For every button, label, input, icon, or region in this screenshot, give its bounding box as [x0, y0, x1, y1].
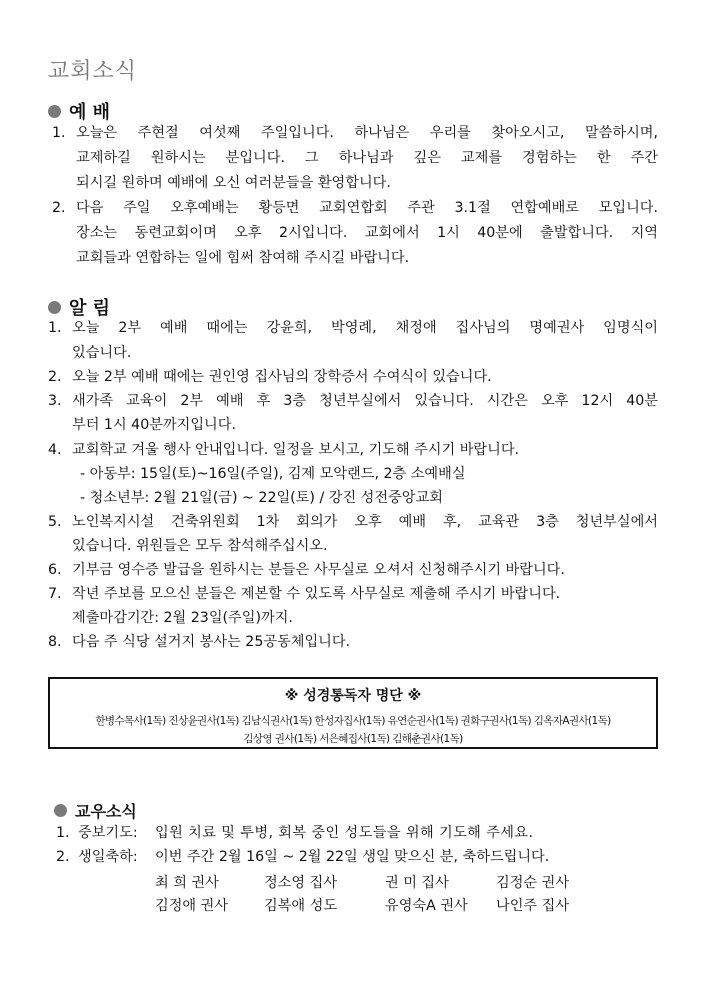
members-heading	[54, 799, 137, 822]
worship-item-1-line: 오늘은 주현절 여섯째 주일입니다. 하나님은 우리를 찾아오시고, 말씀하시며,	[76, 125, 658, 141]
notice-item-line: 다음 주 식당 설거지 봉사는 25공동체입니다.	[72, 634, 351, 650]
members-heading-label: 교우소식	[75, 802, 137, 821]
notice-item-line: 노인복지시설 건축위원회 1차 회의가 오후 예배 후, 교육관 3층 청년부실에서	[72, 514, 658, 530]
notice-item-line: 작년 주보를 모으신 분들은 제본할 수 있도록 사무실로 제출해 주시기 바랍니다.	[72, 586, 561, 602]
notices-heading-label: 알 림	[69, 298, 111, 319]
notice-item-num: 2.	[48, 369, 62, 385]
page-title: 교회소식	[48, 59, 138, 84]
notices-heading	[48, 294, 110, 320]
birthday-name: 최 희 권사	[155, 875, 219, 891]
notice-item-line: 부터 1시 40분까지입니다.	[72, 417, 236, 433]
worship-item-2-num: 2.	[52, 200, 66, 216]
worship-item-2-line: 교회들과 연합하는 일에 힘써 참여해 주시길 바랍니다.	[76, 250, 410, 266]
notice-item-line: 교회학교 겨울 행사 안내입니다. 일정을 보시고, 기도해 주시기 바랍니다.	[72, 442, 520, 458]
notice-item-num: 5.	[48, 514, 62, 530]
bullet-icon	[48, 105, 61, 118]
member-item-label: 생일축하:	[78, 849, 138, 865]
birthday-name: 김정순 권사	[496, 875, 570, 891]
worship-item-1-num: 1.	[52, 125, 66, 141]
birthday-name: 유영숙A 권사	[385, 898, 468, 914]
member-item-num: 2.	[56, 849, 70, 865]
member-item-text: 입원 치료 및 투병, 회복 중인 성도들을 위해 기도해 주세요.	[155, 825, 534, 841]
notice-item-num: 6.	[48, 562, 62, 578]
member-item-label: 중보기도:	[78, 825, 138, 841]
notice-item-num: 1.	[48, 320, 62, 336]
birthday-name: 김정애 권사	[155, 898, 229, 914]
worship-item-1-line: 교제하길 원하시는 분입니다. 그 하나님과 깊은 교제를 경험하는 한 주간	[76, 150, 658, 166]
member-item-num: 1.	[56, 825, 70, 841]
worship-item-2-line: 다음 주일 오후예배는 황등면 교회연합회 주관 3.1절 연합예배로 모입니다.	[76, 200, 658, 216]
worship-heading-label: 예 배	[69, 102, 111, 123]
notice-item-line: 있습니다. 위원들은 모두 참석해주십시오.	[72, 538, 328, 554]
worship-item-2-line: 장소는 동련교회이며 오후 2시입니다. 교회에서 1시 40분에 출발합니다. 지역	[76, 225, 658, 241]
notice-item-line: 있습니다.	[72, 345, 132, 361]
member-item-text: 이번 주간 2월 16일 ~ 2월 22일 생일 맞으신 분, 축하드립니다.	[155, 849, 550, 865]
notice-item-line: 기부금 영수증 발급을 원하시는 분들은 사무실로 오셔서 신청해주시기 바랍니다.	[72, 562, 565, 578]
notice-item-subline: - 아동부: 15일(토)~16일(주일), 김제 모악랜드, 2층 소예배실	[80, 466, 466, 482]
notice-item-subline: - 청소년부: 2월 21일(금) ~ 22일(토) / 강진 성전중앙교회	[80, 490, 443, 506]
bullet-icon	[48, 301, 61, 314]
notice-item-line: 오늘 2부 예배 때에는 권인영 집사님의 장학증서 수여식이 있습니다.	[72, 369, 492, 385]
notice-item-line: 오늘 2부 예배 때에는 강윤희, 박영례, 채정애 집사님의 명예권사 임명식이	[72, 320, 658, 336]
birthday-name: 권 미 집사	[385, 875, 449, 891]
bullet-icon	[54, 804, 67, 817]
notice-item-num: 3.	[48, 393, 62, 409]
bible-reader-box	[48, 677, 658, 749]
bible-box-names: 한병수목사(1독) 진상윤권사(1독) 김남식권사(1독) 한성자집사(1독) 유연순권사(1독) 권화구권사(1독) 김옥자A권사(1독)	[95, 715, 611, 727]
notice-item-num: 8.	[48, 634, 62, 650]
notice-item-num: 4.	[48, 442, 62, 458]
birthday-name: 김복애 성도	[264, 898, 338, 914]
bible-box-names: 김상영 권사(1독) 서은혜집사(1독) 김해춘권사(1독)	[243, 733, 463, 745]
birthday-name: 나인주 집사	[496, 898, 570, 914]
notice-item-num: 7.	[48, 586, 62, 602]
worship-heading	[48, 98, 110, 124]
notice-item-line: 제출마감기간: 2월 23일(주일)까지.	[72, 610, 293, 626]
worship-item-1-line: 되시길 원하며 예배에 오신 여러분들을 환영합니다.	[76, 175, 391, 191]
bible-box-title: ※ 성경통독자 명단 ※	[284, 688, 422, 704]
birthday-name: 정소영 집사	[264, 875, 338, 891]
notice-item-line: 새가족 교육이 2부 예배 후 3층 청년부실에서 있습니다. 시간은 오후 12시 40분	[72, 393, 658, 409]
